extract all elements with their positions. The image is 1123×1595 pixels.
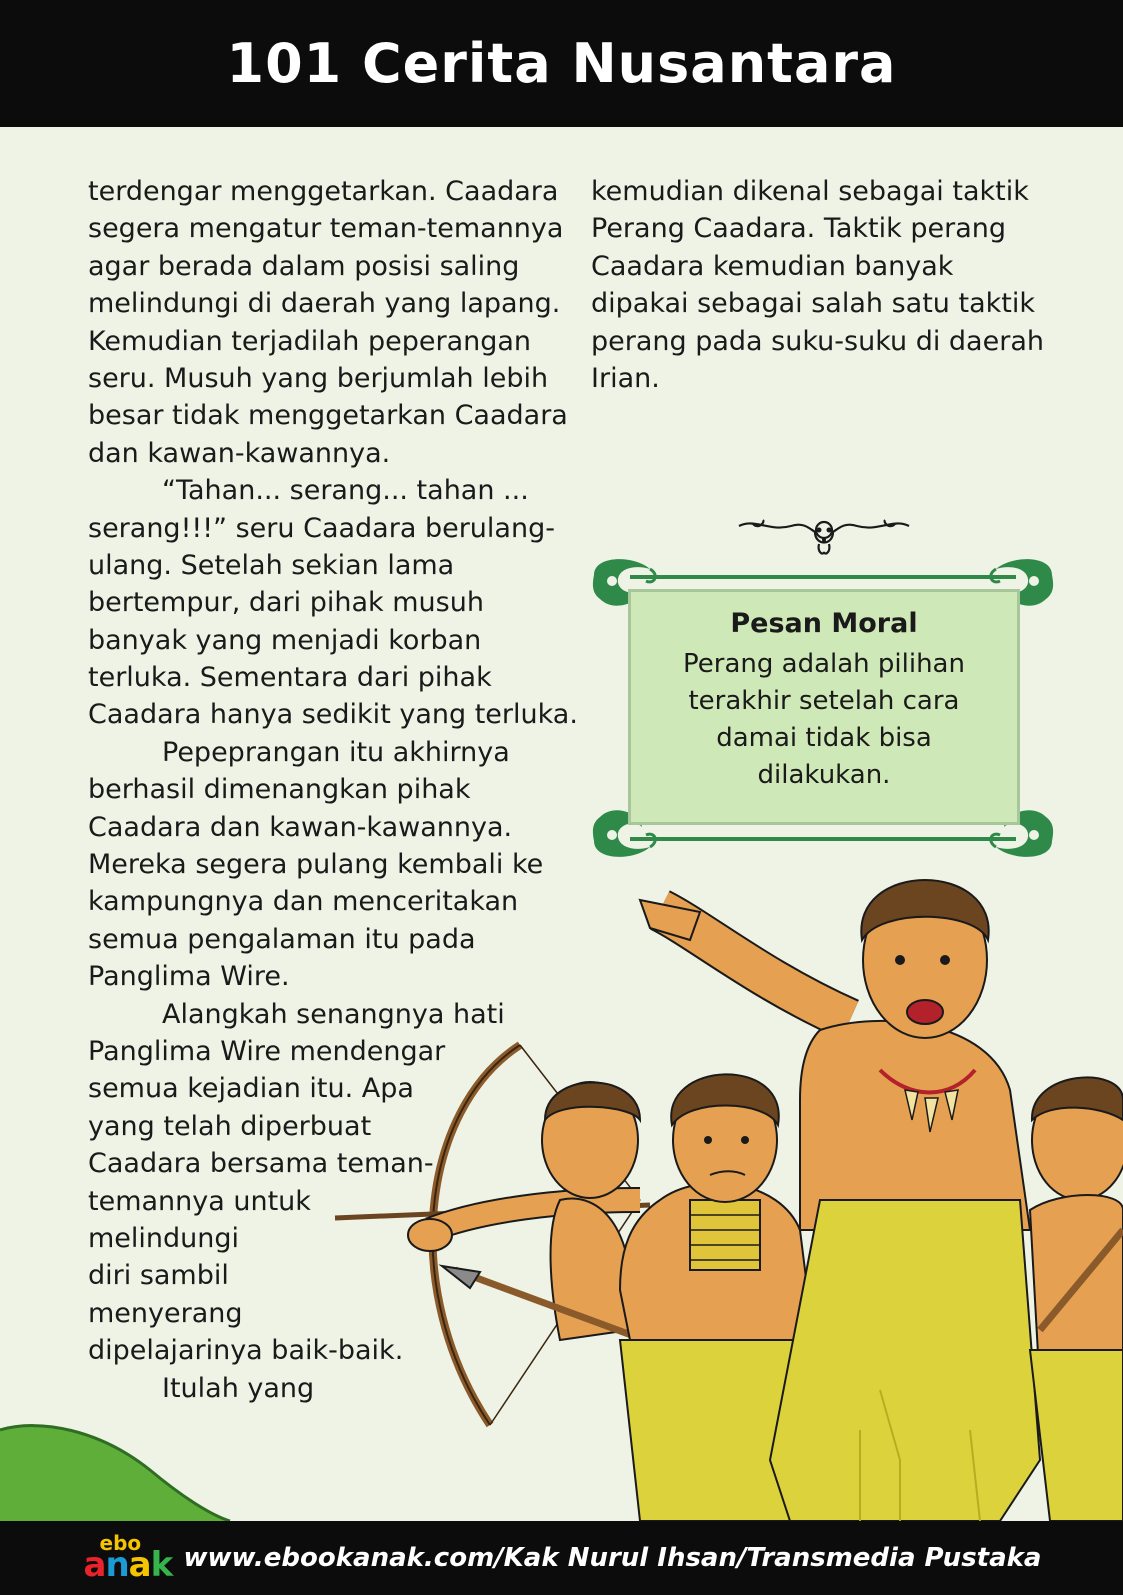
- text-line: Pepeprangan itu akhirnya: [162, 736, 510, 768]
- logo-letter: k: [150, 1545, 173, 1585]
- moral-line: Perang adalah pilihan: [683, 649, 965, 679]
- text-line: seru. Musuh yang berjumlah lebih: [88, 362, 549, 394]
- text-line: Perang Caadara. Taktik perang: [591, 213, 1007, 245]
- logo-letter: n: [105, 1545, 129, 1585]
- text-line: Caadara hanya sedikit yang terluka.: [88, 699, 578, 731]
- text-line: “Tahan... serang... tahan ...: [162, 475, 529, 507]
- text-line: Mereka segera pulang kembali ke: [88, 849, 544, 881]
- page-header: [0, 0, 1123, 127]
- text-line: berhasil dimenangkan pihak: [88, 774, 471, 806]
- book-title: 101 Cerita Nusantara: [226, 32, 897, 95]
- logo-word: [84, 1545, 173, 1585]
- text-line: segera mengatur teman-temannya: [88, 213, 564, 245]
- text-line: banyak yang menjadi korban: [88, 624, 482, 656]
- moral-title: Pesan Moral: [730, 608, 918, 639]
- logo-letter: a: [128, 1545, 151, 1585]
- text-line: bertempur, dari pihak musuh: [88, 587, 484, 619]
- text-line: semua kejadian itu. Apa: [88, 1073, 414, 1105]
- text-line: kampungnya dan menceritakan: [88, 886, 519, 918]
- page-footer: [0, 1521, 1123, 1595]
- text-line: menyerang: [88, 1297, 243, 1329]
- text-line: dipakai sebagai salah satu taktik: [591, 288, 1035, 320]
- text-line: agar berada dalam posisi saling: [88, 250, 520, 282]
- text-line: melindungi: [88, 1222, 240, 1254]
- text-line: Alangkah senangnya hati: [162, 998, 505, 1030]
- text-line: Itulah yang: [162, 1372, 315, 1404]
- text-line: semua pengalaman itu pada: [88, 923, 476, 955]
- text-line: melindungi di daerah yang lapang.: [88, 288, 561, 320]
- text-line: Kemudian terjadilah peperangan: [88, 325, 532, 357]
- footer-credit-text: www.ebookanak.com/Kak Nurul Ihsan/Transmedia Pustaka: [183, 1543, 1042, 1573]
- logo-small-text: ebo: [99, 1531, 142, 1555]
- story-text-right-column: [591, 173, 1044, 397]
- text-line: Caadara dan kawan-kawannya.: [88, 811, 513, 843]
- text-line: yang telah diperbuat: [88, 1110, 372, 1142]
- moral-line: damai tidak bisa: [716, 723, 932, 753]
- tribal-warriors-illustration: [0, 870, 1123, 1521]
- text-line: temannya untuk: [88, 1185, 311, 1217]
- text-line: dan kawan-kawannya.: [88, 437, 391, 469]
- text-line: Panglima Wire mendengar: [88, 1035, 446, 1067]
- text-line: dipelajarinya baik-baik.: [88, 1335, 404, 1367]
- text-line: kemudian dikenal sebagai taktik: [591, 176, 1029, 207]
- ebookanak-logo: [82, 1529, 178, 1587]
- moral-text: [650, 646, 998, 794]
- text-line: diri sambil: [88, 1260, 229, 1292]
- text-line: ulang. Setelah sekian lama: [88, 549, 455, 581]
- text-line: Panglima Wire.: [88, 961, 290, 993]
- text-line: terluka. Sementara dari pihak: [88, 662, 492, 694]
- text-line: Caadara bersama teman-: [88, 1148, 434, 1180]
- moral-line: dilakukan.: [757, 760, 891, 790]
- moral-line: terakhir setelah cara: [688, 686, 960, 716]
- ornament-divider-icon: [735, 516, 913, 560]
- text-line: Caadara kemudian banyak: [591, 250, 954, 282]
- logo-letter: a: [83, 1545, 106, 1585]
- text-line: besar tidak menggetarkan Caadara: [88, 400, 568, 432]
- text-line: serang!!!” seru Caadara berulang-: [88, 512, 555, 544]
- text-line: terdengar menggetarkan. Caadara: [88, 176, 559, 207]
- text-line: Irian.: [591, 362, 660, 394]
- text-line: perang pada suku-suku di daerah: [591, 325, 1044, 357]
